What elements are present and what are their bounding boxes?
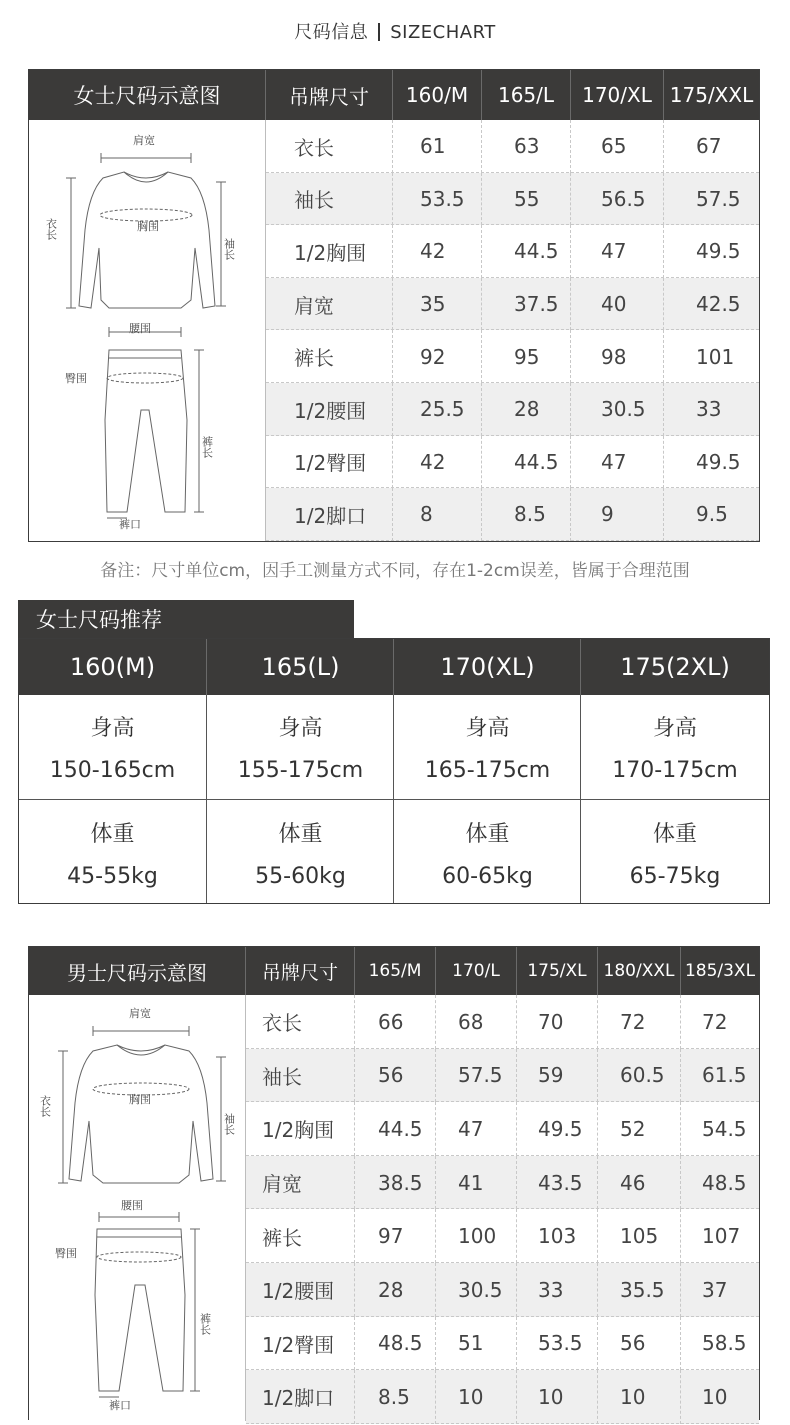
table-cell: 57.5	[696, 186, 741, 211]
table-cell: 41	[458, 1170, 484, 1195]
row-label: 袖长	[262, 1064, 302, 1089]
label-length: 衣长	[44, 218, 58, 240]
recommend-height: 身高 155-175cm	[237, 716, 364, 783]
table-cell: 28	[514, 397, 540, 422]
label-waist: 腰围	[121, 1199, 143, 1212]
table-cell: 53.5	[538, 1331, 583, 1356]
table-cell: 57.5	[458, 1063, 503, 1088]
table-cell: 55	[514, 186, 540, 211]
table-cell: 56	[620, 1331, 646, 1356]
recommend-weight: 体重 55-60kg	[255, 822, 346, 889]
table-row	[266, 173, 759, 226]
recommend-size: 170(XL)	[440, 653, 535, 681]
row-label: 裤长	[262, 1225, 302, 1250]
table-row	[266, 383, 759, 436]
recommend-col	[581, 639, 769, 903]
table-row	[266, 120, 759, 173]
table-cell: 49.5	[696, 239, 741, 264]
garment-illustration	[29, 995, 245, 1421]
table-cell: 48.5	[702, 1170, 747, 1195]
table-cell: 46	[620, 1170, 646, 1195]
table-cell: 72	[620, 1009, 646, 1034]
table-cell: 44.5	[514, 449, 559, 474]
men-col-header: 180/XXL	[603, 961, 675, 981]
recommend-height: 身高 165-175cm	[424, 716, 551, 783]
table-row	[246, 1049, 759, 1103]
men-col-header: 175/XL	[527, 961, 587, 981]
table-cell: 67	[696, 134, 722, 159]
table-cell: 54.5	[702, 1116, 747, 1141]
table-cell: 10	[702, 1384, 728, 1409]
label-pants-length: 裤长	[198, 1313, 212, 1335]
table-cell: 44.5	[378, 1116, 423, 1141]
recommend-weight: 体重 60-65kg	[442, 822, 533, 889]
label-chest: 胸围	[137, 220, 159, 233]
table-cell: 10	[538, 1384, 564, 1409]
men-col-header: 185/3XL	[684, 961, 756, 981]
row-label: 1/2臀围	[294, 451, 367, 476]
row-label: 肩宽	[262, 1172, 302, 1197]
table-row	[266, 278, 759, 331]
table-cell: 47	[601, 449, 627, 474]
recommend-size: 175(2XL)	[620, 653, 730, 681]
table-cell: 37	[702, 1277, 728, 1302]
row-label: 袖长	[294, 188, 334, 213]
men-garment-diagram	[29, 995, 246, 1421]
table-row	[246, 1102, 759, 1156]
row-label: 衣长	[262, 1011, 302, 1036]
table-cell: 47	[458, 1116, 484, 1141]
table-row	[246, 1317, 759, 1371]
women-col-header: 吊牌尺寸	[289, 84, 369, 109]
men-col-header: 170/L	[452, 961, 500, 981]
women-chart-header	[29, 70, 759, 120]
table-cell: 68	[458, 1009, 484, 1034]
women-col-header: 165/L	[497, 83, 555, 107]
row-label: 1/2脚口	[262, 1386, 335, 1411]
table-cell: 103	[538, 1224, 577, 1249]
table-cell: 61.5	[702, 1063, 747, 1088]
page-title-cn: 尺码信息	[294, 22, 369, 43]
table-cell: 49.5	[538, 1116, 583, 1141]
table-cell: 33	[538, 1277, 564, 1302]
table-cell: 42	[420, 449, 446, 474]
table-row	[246, 1370, 759, 1424]
table-row	[266, 225, 759, 278]
women-size-chart	[28, 69, 760, 542]
women-col-header: 175/XXL	[669, 83, 754, 107]
women-recommend-title: 女士尺码推荐	[18, 600, 354, 638]
table-cell: 53.5	[420, 186, 465, 211]
table-cell: 56.5	[601, 186, 646, 211]
table-cell: 42.5	[696, 292, 741, 317]
recommend-height: 身高 150-165cm	[49, 716, 176, 783]
table-cell: 10	[620, 1384, 646, 1409]
table-cell: 25.5	[420, 397, 465, 422]
table-cell: 47	[601, 239, 627, 264]
size-note: 备注：尺寸单位cm，因手工测量方式不同，存在1-2cm误差，皆属于合理范围	[100, 561, 690, 581]
men-chart-header	[29, 947, 759, 995]
row-label: 1/2胸围	[262, 1118, 335, 1143]
label-sleeve: 袖长	[222, 1113, 236, 1135]
table-cell: 35	[420, 292, 446, 317]
table-cell: 70	[538, 1009, 564, 1034]
table-cell: 105	[620, 1224, 659, 1249]
label-pants-length: 裤长	[200, 436, 214, 458]
table-cell: 51	[458, 1331, 484, 1356]
label-hem: 裤口	[109, 1399, 131, 1412]
women-col-header: 170/XL	[582, 83, 652, 107]
women-col-header: 160/M	[405, 83, 469, 107]
table-cell: 9.5	[696, 502, 728, 527]
table-cell: 28	[378, 1277, 404, 1302]
table-cell: 35.5	[620, 1277, 665, 1302]
table-cell: 44.5	[514, 239, 559, 264]
women-recommend-table	[18, 638, 770, 904]
row-label: 1/2脚口	[294, 503, 367, 528]
men-diagram-title: 男士尺码示意图	[67, 960, 207, 985]
table-cell: 37.5	[514, 292, 559, 317]
table-cell: 42	[420, 239, 446, 264]
table-row	[266, 330, 759, 383]
table-cell: 9	[601, 502, 614, 527]
table-cell: 10	[458, 1384, 484, 1409]
table-cell: 97	[378, 1224, 404, 1249]
recommend-weight: 体重 65-75kg	[629, 822, 721, 889]
recommend-height: 身高 170-175cm	[612, 716, 738, 783]
table-cell: 100	[458, 1224, 497, 1249]
label-hip: 臀围	[65, 372, 87, 385]
table-row	[266, 436, 759, 489]
women-diagram-title: 女士尺码示意图	[73, 84, 221, 108]
table-cell: 8.5	[514, 502, 546, 527]
table-cell: 30.5	[601, 397, 646, 422]
label-length: 衣长	[38, 1095, 52, 1117]
women-garment-diagram	[29, 120, 266, 541]
table-row	[246, 1263, 759, 1317]
men-col-header: 165/M	[368, 961, 422, 981]
row-label: 衣长	[294, 135, 334, 160]
label-hem: 裤口	[119, 518, 141, 531]
table-cell: 30.5	[458, 1277, 503, 1302]
table-cell: 49.5	[696, 449, 741, 474]
recommend-size: 160(M)	[69, 653, 156, 681]
table-cell: 101	[696, 344, 735, 369]
table-cell: 92	[420, 344, 446, 369]
page-title-en: SIZECHART	[390, 22, 496, 43]
page-title	[0, 18, 790, 44]
label-shoulder: 肩宽	[129, 1007, 151, 1020]
label-chest: 胸围	[129, 1093, 151, 1106]
table-cell: 95	[514, 344, 540, 369]
table-row	[246, 995, 759, 1049]
recommend-weight: 体重 45-55kg	[67, 822, 158, 889]
table-cell: 8.5	[378, 1384, 410, 1409]
men-size-chart	[28, 946, 760, 1420]
recommend-col	[394, 639, 581, 903]
table-row	[246, 1209, 759, 1263]
row-label: 1/2腰围	[262, 1279, 335, 1304]
recommend-col	[207, 639, 394, 903]
table-cell: 52	[620, 1116, 646, 1141]
table-cell: 59	[538, 1063, 564, 1088]
table-cell: 66	[378, 1009, 404, 1034]
men-col-header: 吊牌尺寸	[261, 961, 338, 984]
row-label: 肩宽	[294, 293, 334, 318]
label-hip: 臀围	[55, 1247, 77, 1260]
table-cell: 65	[601, 134, 627, 159]
table-row	[246, 1156, 759, 1210]
table-cell: 8	[420, 502, 433, 527]
table-cell: 40	[601, 292, 627, 317]
table-cell: 98	[601, 344, 627, 369]
table-cell: 58.5	[702, 1331, 747, 1356]
table-cell: 38.5	[378, 1170, 423, 1195]
table-cell: 60.5	[620, 1063, 665, 1088]
label-sleeve: 袖长	[222, 238, 236, 260]
recommend-col	[19, 639, 206, 903]
garment-illustration	[29, 120, 265, 541]
row-label: 1/2胸围	[294, 240, 367, 265]
row-label: 1/2腰围	[294, 398, 367, 423]
table-cell: 33	[696, 397, 722, 422]
label-waist: 腰围	[129, 322, 151, 335]
table-cell: 107	[702, 1224, 741, 1249]
table-row	[266, 488, 759, 541]
title-separator	[378, 23, 380, 41]
table-cell: 61	[420, 134, 446, 159]
table-cell: 63	[514, 134, 540, 159]
recommend-size: 165(L)	[261, 653, 340, 681]
row-label: 1/2臀围	[262, 1332, 335, 1357]
table-cell: 43.5	[538, 1170, 583, 1195]
row-label: 裤长	[294, 346, 334, 371]
table-cell: 72	[702, 1009, 728, 1034]
table-cell: 48.5	[378, 1331, 423, 1356]
table-cell: 56	[378, 1063, 404, 1088]
label-shoulder: 肩宽	[133, 134, 155, 147]
